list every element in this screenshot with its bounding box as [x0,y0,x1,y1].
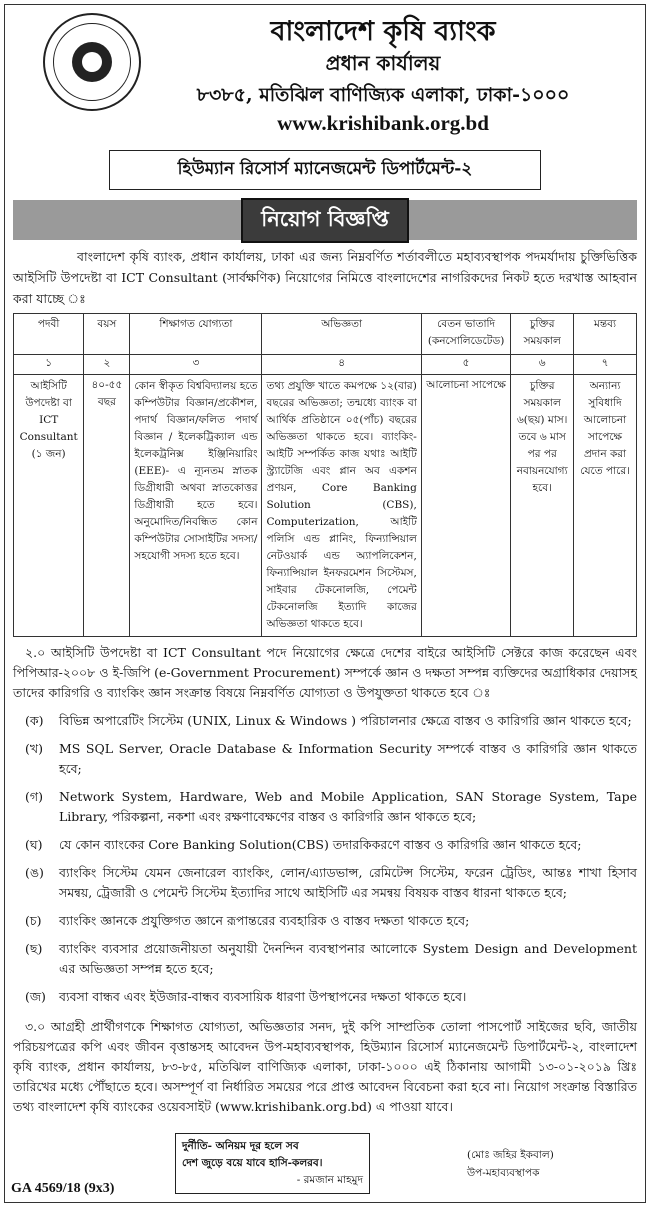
ga-code: GA 4569/18 (9x3) [11,1181,115,1196]
intro-paragraph: বাংলাদেশ কৃষি ব্যাংক, প্রধান কার্যালয়, ঢাকা এর জন্য নিম্নবর্ণিত শর্তাবলীতে মহাব্যবস্থাপক পদমর্যাদায় চুক্তিভিত্তিক আইসিটি উপদেষ্টা বা ICT Consultant (সার্বক্ষণিক) নিয়োগের নিমিত্তে বাংলাদেশের নাগরিকদের নিকট হতে দরখাস্ত আহবান করা যাচ্ছে ঃ [13,249,637,306]
table-header-row [14,314,637,355]
motto-author: - রমজান মাহমুদ [296,1174,363,1186]
cell-post: আইসিটি উপদেষ্টা বা ICT Consultant (১ জন) [14,375,84,637]
signature-block [467,1146,554,1182]
item-text: Network System, Hardware, Web and Mobile Application, SAN Storage System, Tape Library, পরিকল্পনা, নকশা এবং রক্ষণাবেক্ষণের বাস্তব ও কারিগরি জ্ঞান থাকতে হবে; [59,789,637,824]
table-row [14,375,637,637]
item-marker: (ক) [25,713,44,728]
cell-duration: চুক্তির সময়কাল ৬(ছয়) মাস। তবে ৬ মাস পর পর নবায়নযোগ্য হবে। [511,375,574,637]
title-band [13,200,637,240]
section-3-text: ৩.০ আগ্রহী প্রার্থীগণকে শিক্ষাগত যোগ্যতা, অভিজ্ঞতার সনদ, দুই কপি সাম্প্রতিক তোলা পাসপোর্ট সাইজের ছবি, জাতীয় পরিচয়পত্রের কপি এবং জীবন বৃত্তান্তসহ আবেদন উপ-মহাব্যবস্থাপক, হিউম্যান রিসোর্স ম্যানেজমেন্ট ডিপার্টমেন্ট-২, বাংলাদেশ কৃষি ব্যাংক, প্রধান কার্যালয়, ৮৩-৮৫, মতিঝিল বাণিজ্যিক এলাকা, ঢাকা-১০০০ এই ঠিকানায় আগামী ১৩-০১-২০১৯ খ্রিঃ তারিখের মধ্যে পৌঁছাতে হবে। অসম্পূর্ণ বা নির্ধারিত সময়ের পরে প্রাপ্ত আবেদন বিবেচনা করা হবে না। নিয়োগ সংক্রান্ত বিস্তারিত তথ্য বাংলাদেশ কৃষি ব্যাংকের ওয়েবসাইট (www.krishibank.org.bd) এ পাওয়া যাবে। [13,1019,637,1114]
header-age: বয়স [84,314,130,355]
org-name: বাংলাদেশ কৃষি ব্যাংক [270,16,496,47]
signer-title: উপ-মহাব্যবস্থাপক [467,1167,540,1179]
header-post: পদবী [14,314,84,355]
list-item [13,787,637,827]
list-item [13,939,637,979]
office-name: প্রধান কার্যালয় [325,51,441,75]
cell-remarks: অন্যান্য সুবিধাদি আলোচনা সাপেক্ষে প্রদান করা যেতে পারে। [574,375,637,637]
column-number: ৫ [421,355,511,375]
section-2-lead: ২.০ আইসিটি উপদেষ্টা বা ICT Consultant পদে নিয়োগের ক্ষেত্রে দেশের বাইরে আইসিটি সেক্টরে কাজ করেছেন এবং পিপিআর-২০০৮ ও ই-জিপি (e-Government Procurement) সম্পর্কে জ্ঞান ও দক্ষতা সম্পন্ন ব্যক্তিদের অগ্রাধিকার দেয়াসহ তাদের কারিগরি ও ব্যাংকিং জ্ঞান সংক্রান্ত বিষয়ে নিম্নবর্ণিত যোগ্যতা ও উপযুক্ততা থাকতে হবে ঃ [13,645,637,700]
office-address: ৮৩৮৫, মতিঝিল বাণিজ্যিক এলাকা, ঢাকা-১০০০ [196,84,570,106]
list-item [13,711,637,731]
item-marker: (গ) [25,789,43,804]
column-number: ৩ [130,355,262,375]
column-number: ১ [14,355,84,375]
bank-logo-icon [43,13,141,111]
item-marker: (চ) [25,913,42,928]
cell-experience: তথ্য প্রযুক্তি খাতে কমপক্ষে ১২(বার) বছরের অভিজ্ঞতা; তন্মধ্যে ব্যাংক বা আর্থিক প্রতিষ্ঠানে ০৫(পাঁচ) বছরের অভিজ্ঞতা থাকতে হবে। ব্যাংকিং-আইটি সম্পর্কিত কাজ যথাঃ আইটি স্ট্র্যাটেজি এবং প্লান অব একশন প্রণয়ন, Core Banking Solution (CBS), Computerization, আইটি পলিসি এন্ড প্লানিং, ফিন্যান্সিয়াল নেটওয়ার্ক এন্ড অ্যাপলিকেশন, ফিন্যান্সিয়াল ইনফরমেশন সিস্টেমস, সাইবার টেকনোলজি, পেমেন্ট টেকনোলজি ইত্যাদি কাজের অভিজ্ঞতা থাকতে হবে। [262,375,421,637]
list-item [13,739,637,779]
column-number: ২ [84,355,130,375]
column-number: ৬ [511,355,574,375]
list-item [13,863,637,903]
motto-box [175,1133,370,1194]
item-text: যে কোন ব্যাংকের Core Banking Solution(CBS) তদারকিকরণে বাস্তব ও কারিগরি জ্ঞান থাকতে হবে; [59,837,582,852]
item-marker: (খ) [25,741,43,756]
table-number-row [14,355,637,375]
department-name: হিউম্যান রিসোর্স ম্যানেজমেন্ট ডিপার্টমেন্ট-২ [109,150,541,190]
section-2 [13,643,637,703]
header-education: শিক্ষাগত যোগ্যতা [130,314,262,355]
item-marker: (ঘ) [25,837,43,852]
item-text: ব্যাংকিং ব্যবসার প্রয়োজনীয়তা অনুযায়ী দৈনন্দিন ব্যবস্থাপনার আলোকে System Design and Development এর অভিজ্ঞতা সম্পন্ন হতে হবে; [59,941,637,976]
item-marker: (ছ) [25,941,43,956]
header [13,5,637,150]
header-salary: বেতন ভাতাদি (কনসোলিডেটেড) [421,314,511,355]
item-text: ব্যাংকিং জ্ঞানকে প্রযুক্তিগত জ্ঞানে রূপান্তরের ব্যবহারিক ও বাস্তব দক্ষতা থাকতে হবে; [59,913,470,928]
requirement-list [13,711,637,1007]
item-text: ব্যবসা বান্ধব এবং ইউজার-বান্ধব ব্যবসায়িক ধারণা উপস্থাপনের দক্ষতা থাকতে হবে। [59,989,467,1004]
section-3 [13,1017,637,1117]
header-remarks: মন্তব্য [574,314,637,355]
website-link[interactable]: www.krishibank.org.bd [277,111,489,135]
item-text: MS SQL Server, Oracle Database & Information Security সম্পর্কে বাস্তব ও কারিগরি জ্ঞান থাকতে হবে; [59,741,637,776]
advertisement-page [4,4,646,1203]
signer-name: (মোঃ জহির ইকবাল) [467,1149,554,1161]
column-number: ৭ [574,355,637,375]
list-item [13,987,637,1007]
column-number: ৪ [262,355,421,375]
header-duration: চুক্তির সময়কাল [511,314,574,355]
cell-education: কোন স্বীকৃত বিশ্ববিদ্যালয় হতে কম্পিউটার বিজ্ঞান/প্রকৌশল, পদার্থ বিজ্ঞান/ফলিত পদার্থ বিজ্ঞান / ইলেকট্রিক্যাল এন্ড ইলেকট্রনিক্স ইঞ্জিনিয়ারিং (EEE)- এ ন্যূনতম স্নাতক ডিগ্রীধারী অথবা স্নাতকোত্তর ডিগ্রীধারী হতে হবে। অনুমোদিত/নিবন্ধিত কোন কম্পিউটার সোসাইটির সদস্য/সহযোগী সদস্য হতে হবে। [130,375,262,637]
item-marker: (ঙ) [25,865,44,880]
item-text: ব্যাংকিং সিস্টেম যেমন জেনারেল ব্যাংকিং, লোন/এ্যাডভান্স, রেমিটেন্স সিস্টেম, ফরেন ট্রেডিং, আন্তঃ শাখা হিসাব সমন্বয়, ট্রেজারী ও পেমেন্ট সিস্টেম ইত্যাদির সাথে আইসিটি এর সমন্বয় বিষয়ক বাস্তব ধারনা থাকতে হবে; [59,865,637,900]
page-title: নিয়োগ বিজ্ঞপ্তি [241,198,409,243]
cell-salary: আলোচনা সাপেক্ষে [421,375,511,637]
job-table [13,313,637,637]
header-experience: অভিজ্ঞতা [262,314,421,355]
list-item [13,911,637,931]
list-item [13,835,637,855]
motto-line-1: দুর্নীতি- অনিয়ম দূর হলে সব [182,1140,299,1152]
item-marker: (জ) [25,989,46,1004]
cell-age: ৪০-৫৫ বছর [84,375,130,637]
item-text: বিভিন্ন অপারেটিং সিস্টেম (UNIX, Linux & Windows ) পরিচালনার ক্ষেত্রে বাস্তব ও কারিগরি জ্ঞান থাকতে হবে; [59,713,632,728]
motto-line-2: দেশ জুড়ে বয়ে যাবে হাসি-কলরব। [182,1157,323,1169]
